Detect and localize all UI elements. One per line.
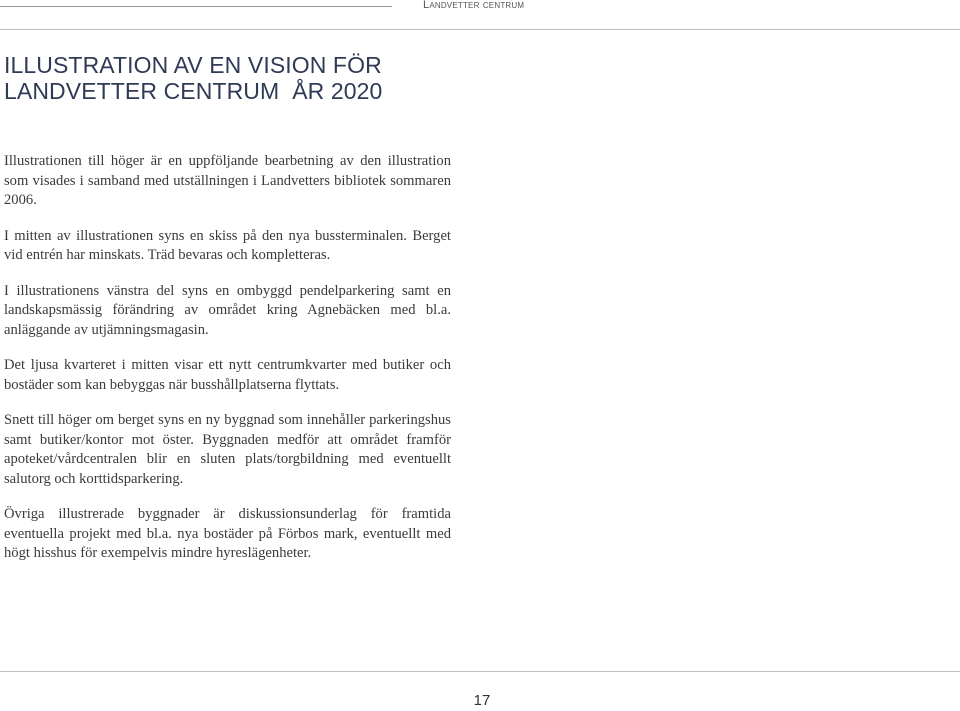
paragraph: Illustrationen till höger är en uppföljande bearbetning av den illustration som visades i samband med utställningen i Landvetters bibliotek sommaren 2006. (4, 153, 451, 208)
paragraph: Snett till höger om berget syns en ny byggnad som innehåller parkeringshus samt butiker/kontor mot öster. Byggnaden medför att området framför apoteket/vårdcentralen blir en sluten plats/torgbildning med eventuellt salutorg och korttidsparkering. (4, 412, 451, 487)
body-text (4, 152, 451, 580)
running-header (0, 0, 960, 14)
page-number: 17 (473, 692, 491, 709)
page-title (4, 52, 382, 104)
page-title-line: ILLUSTRATION AV EN VISION FÖR (4, 52, 382, 78)
bottom-divider (0, 671, 960, 672)
top-divider (0, 29, 960, 30)
paragraph: Det ljusa kvarteret i mitten visar ett nytt centrumkvarter med butiker och bostäder som kan bebyggas när busshållplatserna flyttats. (4, 357, 451, 393)
paragraph: I mitten av illustrationen syns en skiss på den nya bussterminalen. Berget vid entrén har minskats. Träd bevaras och kompletteras. (4, 227, 451, 263)
running-title: Landvetter centrum (423, 0, 525, 11)
page-title-line: LANDVETTER CENTRUM ÅR 2020 (4, 78, 383, 104)
paragraph: I illustrationens vänstra del syns en ombyggd pendelparkering samt en landskapsmässig förändring av området kring Agnebäcken med bl.a. anläggande av utjämningsmagasin. (4, 282, 451, 338)
header-rule (0, 6, 392, 7)
paragraph: Övriga illustrerade byggnader är diskussionsunderlag för framtida eventuella projekt med bl.a. nya bostäder på Förbos mark, eventuellt med högt hisshus för exempelvis mindre hyreslägenheter. (4, 506, 451, 561)
